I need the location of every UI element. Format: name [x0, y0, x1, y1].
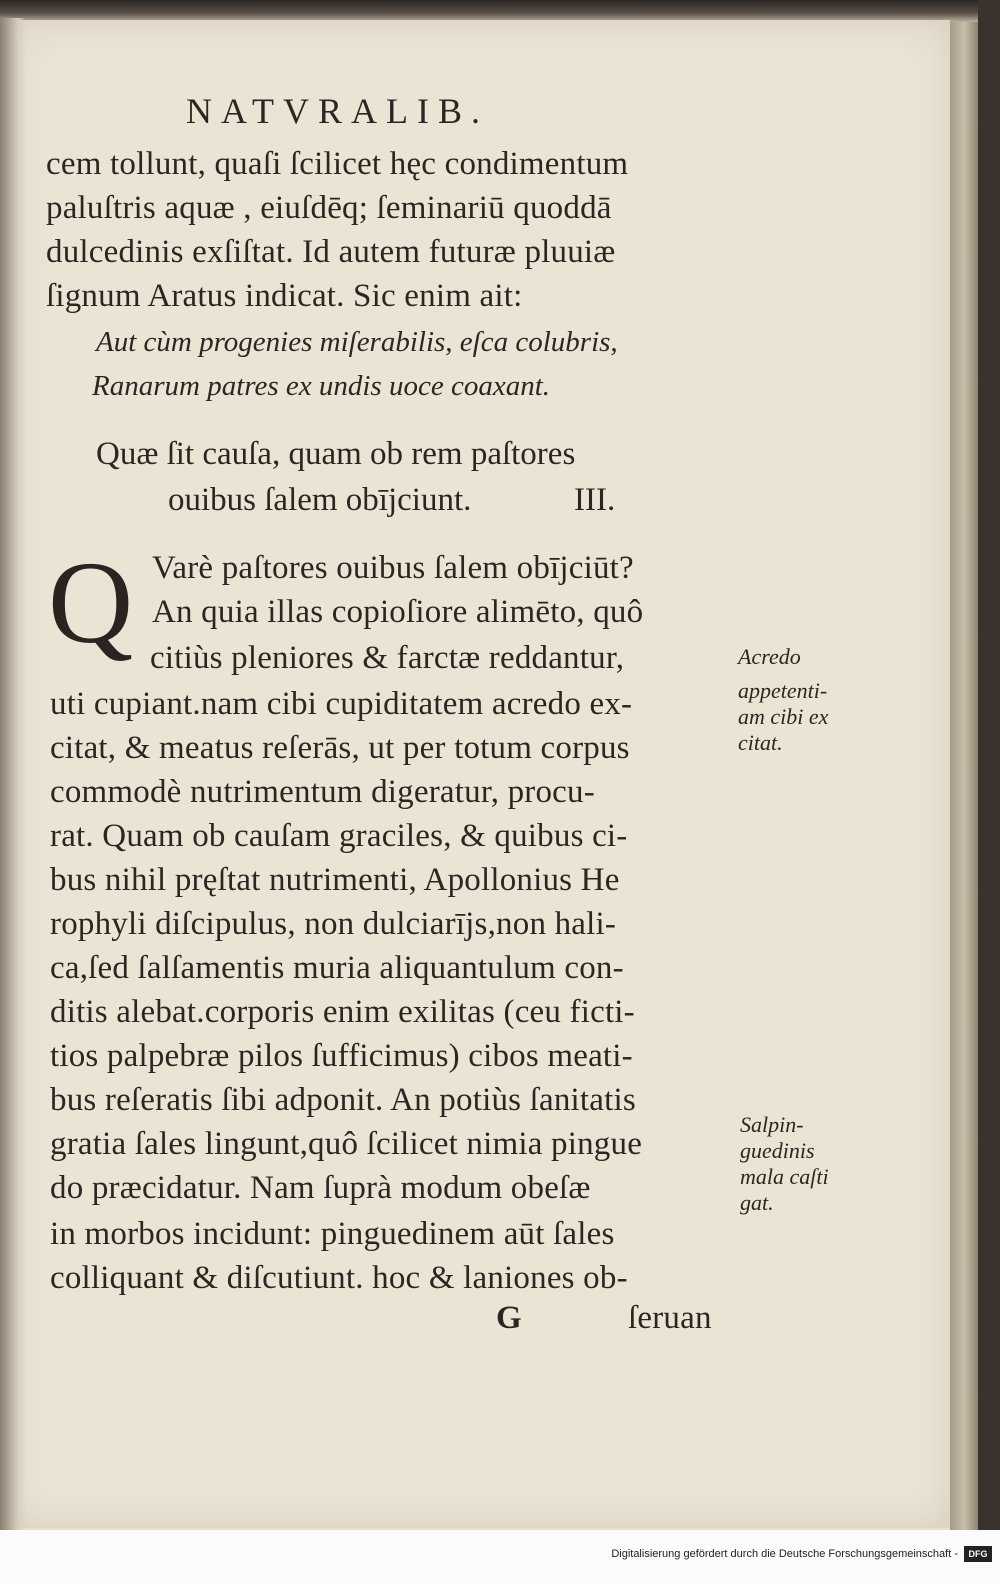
- margin-note-1: [738, 644, 828, 756]
- margin-note-2: [740, 1112, 829, 1216]
- text-line: An quia illas copioſiore alimēto, quô: [152, 594, 644, 630]
- book-top-edge: [0, 0, 1000, 22]
- text-line: tios palpebræ pilos ſufficimus) cibos meati-: [50, 1038, 633, 1074]
- margin-note-line: mala caſti: [740, 1164, 829, 1189]
- verse-line: Ranarum patres ex undis uoce coaxant.: [92, 370, 550, 402]
- text-line: uti cupiant.nam cibi cupiditatem acredo ex-: [50, 686, 633, 722]
- chapter-number: III.: [574, 482, 616, 518]
- text-line: bus nihil pręſtat nutrimenti, Apollonius He: [50, 862, 620, 898]
- text-line: cem tollunt, quaſi ſcilicet hęc condimentum: [46, 146, 629, 182]
- text-line: paluſtris aquæ , eiuſdēq; ſeminariū quoddā: [46, 190, 612, 226]
- text-line: rophyli diſcipulus, non dulciarījs,non hali-: [50, 906, 617, 942]
- dfg-logo: DFG: [964, 1546, 992, 1562]
- running-head: NATVRALIB.: [186, 91, 489, 131]
- text-line: ca,ſed ſalſamentis muria aliquantulum con-: [50, 950, 624, 986]
- margin-note-line: gat.: [740, 1190, 774, 1215]
- outer-right-edge: [978, 0, 1000, 1584]
- text-line: do præcidatur. Nam ſuprà modum obeſæ: [50, 1170, 591, 1206]
- margin-note-line: appetenti-: [738, 678, 828, 703]
- text-line: ſignum Aratus indicat. Sic enim ait:: [46, 278, 523, 314]
- signature-mark: G: [496, 1300, 522, 1336]
- text-line: rat. Quam ob cauſam graciles, & quibus ci-: [50, 818, 628, 854]
- text-line: Varè paſtores ouibus ſalem obījciūt?: [152, 550, 634, 586]
- margin-note-line: citat.: [738, 730, 783, 755]
- margin-note-line: Salpin-: [740, 1112, 804, 1137]
- text-line: colliquant & diſcutiunt. hoc & laniones ob-: [50, 1260, 628, 1296]
- text-line: ditis alebat.corporis enim exilitas (ceu ficti-: [50, 994, 635, 1030]
- text-line: commodè nutrimentum digeratur, procu-: [50, 774, 595, 810]
- margin-note-line: guedinis: [740, 1138, 815, 1163]
- chapter-heading-line-2: ouibus ſalem obījciunt.: [168, 482, 472, 518]
- margin-note-line: am cibi ex: [738, 704, 829, 729]
- text-line: gratia ſales lingunt,quô ſcilicet nimia pingue: [50, 1126, 643, 1162]
- text-line: citat, & meatus reſerās, ut per totum corpus: [50, 730, 630, 766]
- verse-line: Aut cùm progenies miſerabilis, eſca colubris,: [96, 326, 618, 358]
- digitization-credit: Digitalisierung gefördert durch die Deutsche Forschungsgemeinschaft -: [611, 1548, 958, 1560]
- text-line: dulcedinis exſiſtat. Id autem futuræ pluuiæ: [46, 234, 616, 270]
- page-stack-edge: [950, 22, 978, 1532]
- catchword: ſeruan: [628, 1300, 712, 1336]
- chapter-heading-line-1: Quæ ſit cauſa, quam ob rem paſtores: [96, 436, 576, 472]
- drop-cap: Q: [48, 537, 134, 668]
- text-line: in morbos incidunt: pinguedinem aūt ſales: [50, 1216, 615, 1252]
- margin-note-line: Acredo: [738, 644, 801, 669]
- binding-shadow: [0, 18, 26, 1530]
- text-line: citiùs pleniores & farctæ reddantur,: [150, 640, 625, 676]
- text-line: bus reſeratis ſibi adponit. An potiùs ſanitatis: [50, 1082, 636, 1118]
